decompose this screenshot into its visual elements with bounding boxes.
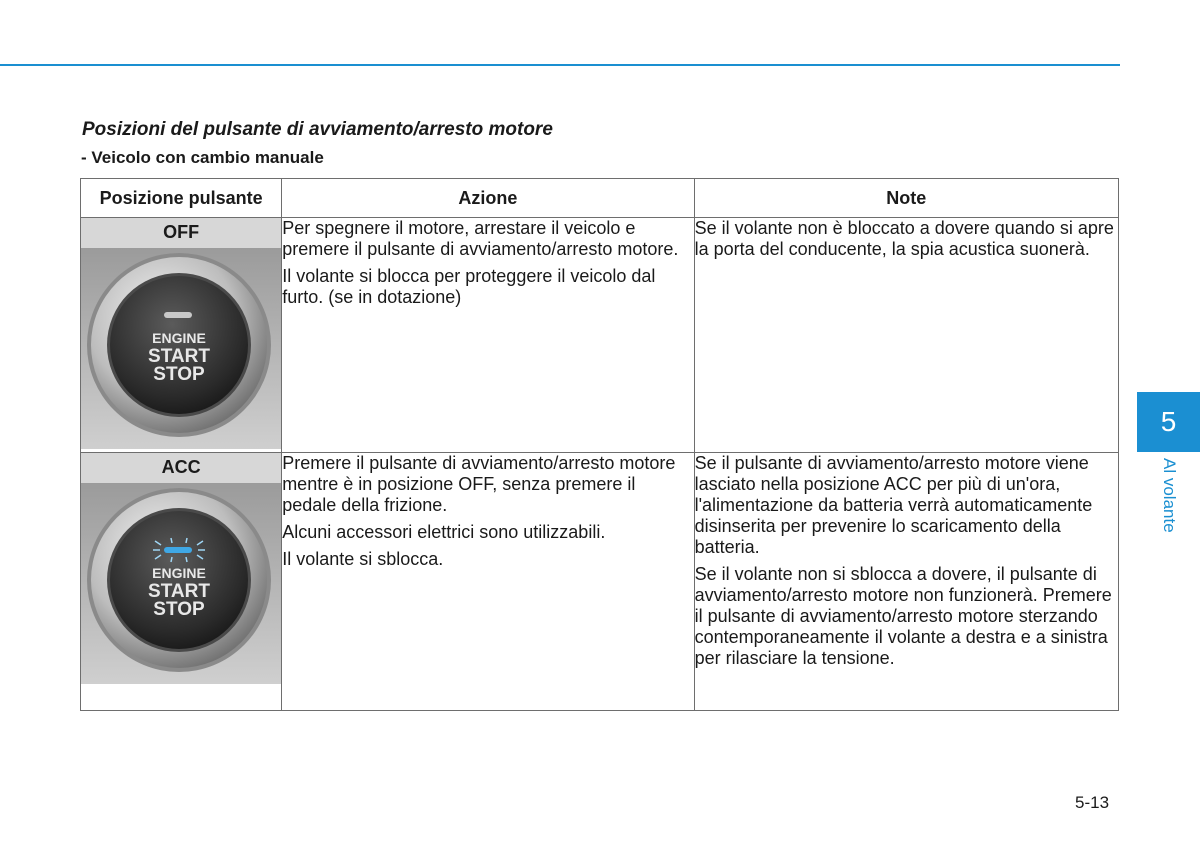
- action-paragraph: Premere il pulsante di avviamento/arresto motore mentre è in posizione OFF, senza premere il pedale della frizione.: [282, 453, 676, 515]
- header-action: Azione: [282, 179, 694, 218]
- button-text-start: START: [148, 581, 210, 602]
- action-paragraph: Il volante si sblocca.: [282, 549, 444, 569]
- chapter-number: 5: [1160, 406, 1177, 437]
- position-label-acc: ACC: [81, 453, 281, 483]
- section-heading: Posizioni del pulsante di avviamento/arresto motore: [82, 119, 553, 140]
- indicator-light-off: [164, 312, 192, 318]
- position-cell-off: [81, 218, 282, 453]
- chapter-label: Al volante: [1160, 458, 1179, 533]
- engine-start-stop-button-off-icon: [81, 248, 281, 449]
- notes-paragraph: Se il volante non è bloccato a dovere quando si apre la porta del conducente, la spia acustica suonerà.: [694, 218, 1114, 259]
- action-cell-acc: [282, 453, 694, 711]
- chapter-tab[interactable]: [1137, 392, 1200, 452]
- button-text-engine: ENGINE: [152, 330, 206, 346]
- header-notes: Note: [694, 179, 1118, 218]
- indicator-light-acc: [164, 547, 192, 553]
- notes-cell-acc: [694, 453, 1118, 711]
- table-row-off: [81, 218, 1119, 453]
- section-subheading: - Veicolo con cambio manuale: [81, 148, 324, 167]
- position-label-off: OFF: [81, 218, 281, 248]
- action-paragraph: Alcuni accessori elettrici sono utilizzabili.: [282, 522, 606, 542]
- notes-cell-off: [694, 218, 1118, 453]
- notes-paragraph: Se il volante non si sblocca a dovere, il pulsante di avviamento/arresto motore non funzionerà. Premere il pulsante di avviamento/arresto motore sterzando contemporaneamente il volante a destra e a sinistra per rilasciare la tensione.: [694, 564, 1112, 668]
- top-rule: [0, 64, 1120, 66]
- header-position: Posizione pulsante: [81, 179, 282, 218]
- action-cell-off: [282, 218, 694, 453]
- button-positions-table: [80, 178, 1119, 711]
- position-cell-acc: [81, 453, 282, 711]
- button-text-stop: STOP: [153, 599, 205, 620]
- notes-paragraph: Se il pulsante di avviamento/arresto motore viene lasciato nella posizione ACC per più di un'ora, l'alimentazione da batteria verrà automaticamente disinserita per prevenire lo scaricamento della batteria.: [694, 453, 1093, 557]
- engine-start-stop-button-acc-icon: [81, 483, 281, 684]
- button-text-start: START: [148, 346, 210, 367]
- table-row-acc: [81, 453, 1119, 711]
- button-text-stop: STOP: [153, 364, 205, 385]
- page-number: 5-13: [1075, 793, 1110, 812]
- table-header-row: [81, 179, 1119, 218]
- button-text-engine: ENGINE: [152, 565, 206, 581]
- action-paragraph: Il volante si blocca per proteggere il veicolo dal furto. (se in dotazione): [282, 266, 656, 307]
- action-paragraph: Per spegnere il motore, arrestare il veicolo e premere il pulsante di avviamento/arresto motore.: [282, 218, 679, 259]
